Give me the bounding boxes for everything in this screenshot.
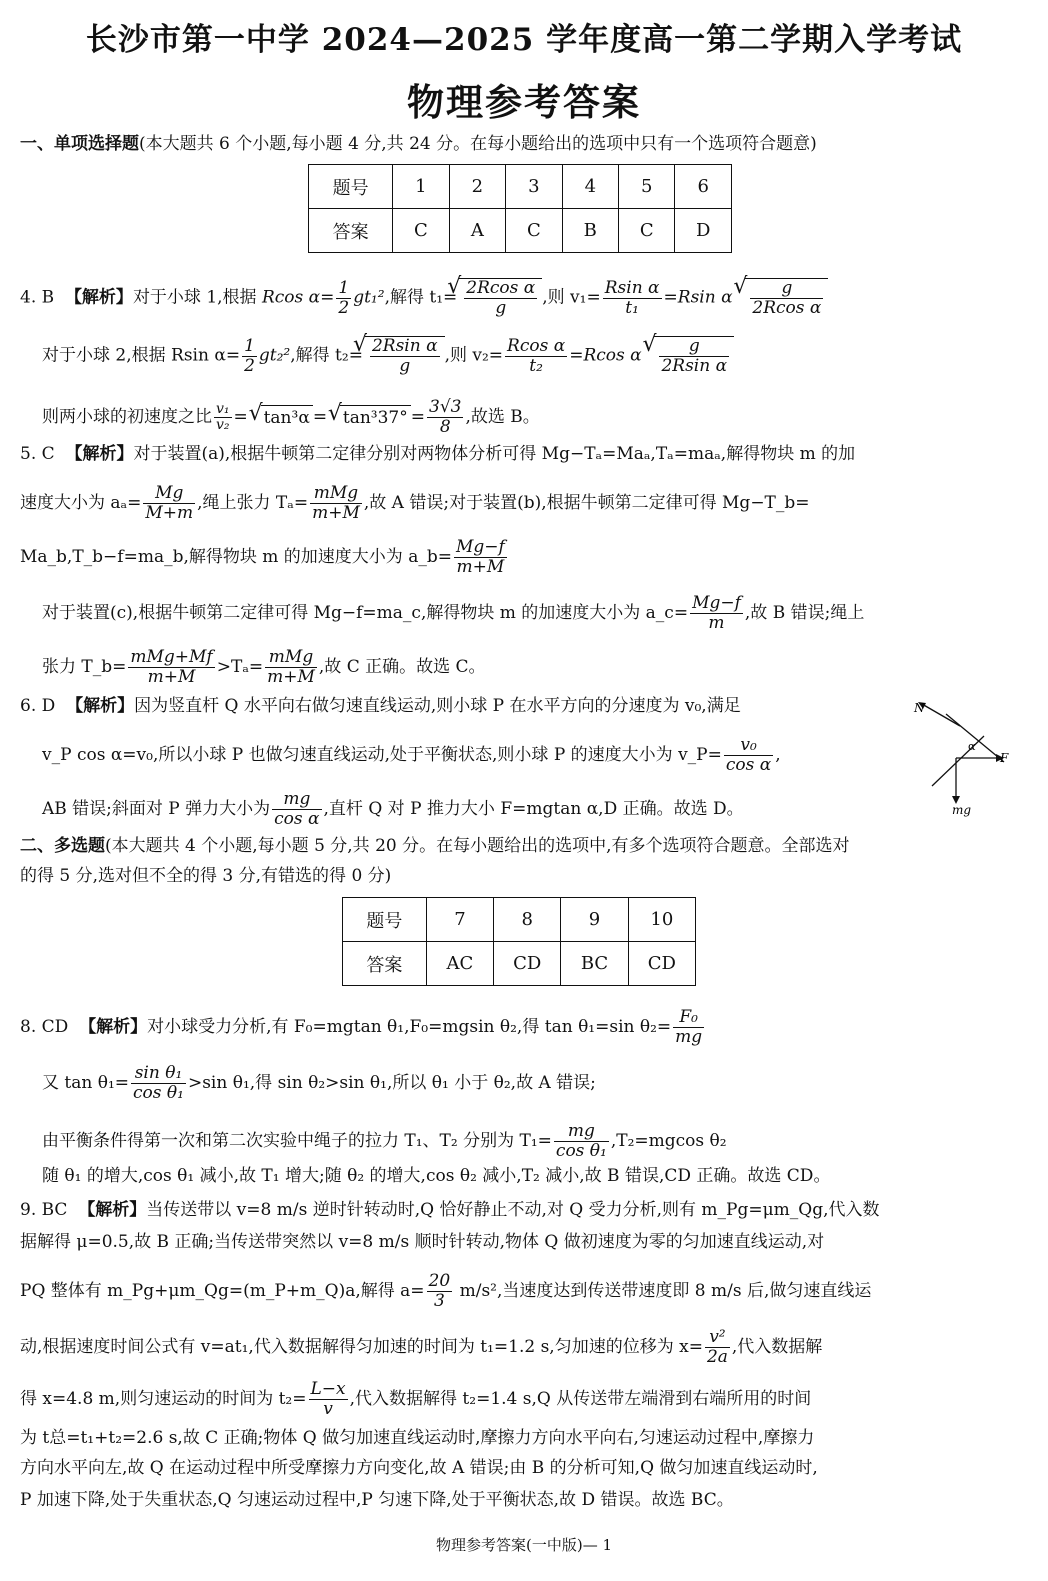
denominator: 2	[338, 297, 350, 318]
text: 对小球受力分析,有 F₀=mgtan θ₁,F₀=mgsin θ₂,得 tan θ₁=sin θ₂=	[147, 1017, 672, 1037]
numerator: Rcos α	[507, 335, 566, 356]
fraction	[724, 736, 773, 775]
numerator: √ 2Rcos α	[466, 278, 536, 298]
analysis-tag: 【解析】	[64, 287, 133, 308]
q8-line2	[42, 1064, 596, 1103]
fraction	[143, 484, 195, 523]
label-F: F	[1000, 751, 1009, 765]
square-root	[745, 278, 828, 318]
q6-line2	[42, 736, 781, 775]
text: ,则 v₂=	[444, 345, 504, 366]
table-row	[309, 165, 732, 209]
table-cell: 3	[506, 165, 562, 209]
denominator: cos α	[274, 809, 320, 829]
exam-title: 长沙市第一中学 2024—2025 学年度高一第二学期入学考试	[85, 22, 963, 58]
text: m/s²,当速度达到传送带速度即 8 m/s 后,做匀速直线运	[454, 1281, 872, 1301]
table-cell: C	[619, 209, 675, 253]
text: 当传送带以 v=8 m/s 逆时针转动时,Q 恰好静止不动,对 Q 受力分析,则有 m_Pg=μm_Qg,代入数	[146, 1200, 880, 1220]
label-N: N	[914, 701, 925, 715]
text: ,故选 B。	[465, 407, 540, 427]
fraction	[505, 337, 567, 376]
denominator: cos α	[725, 755, 772, 775]
text: ,代入数据解得 t₂=1.4 s,Q 从传送带左端滑到右端所用的时间	[349, 1389, 812, 1409]
text: 因为竖直杆 Q 水平向右做匀速直线运动,则小球 P 在水平方向的分速度为 v₀,满足	[134, 696, 741, 716]
section2-heading	[20, 834, 850, 858]
denominator: 2a	[706, 1347, 728, 1367]
square-root: √ tan³37°	[340, 405, 411, 430]
text: ,则 v₁=	[542, 287, 601, 308]
fraction	[673, 1008, 704, 1047]
text: gt₂²	[258, 345, 291, 366]
q4-line1	[20, 278, 828, 318]
q5-line1	[20, 442, 855, 466]
table-row	[309, 209, 732, 253]
section1-heading	[20, 132, 817, 156]
text: ,直杆 Q 对 P 推力大小 F=mgtan α,D 正确。故选 D。	[323, 799, 744, 819]
single-choice-answer-table	[308, 164, 732, 253]
text: 对于装置(c),根据牛顿第二定律可得 Mg−f=ma_c,解得物块 m 的加速度大小为 a_c=	[42, 603, 689, 623]
fraction	[454, 538, 507, 577]
text: 则两小球的初速度之比	[42, 407, 212, 427]
q6-line1	[20, 694, 741, 718]
fraction	[310, 484, 362, 523]
numerator: mMg	[265, 648, 317, 668]
fraction	[464, 279, 537, 318]
denominator: cos θ₁	[555, 1141, 607, 1161]
denominator: 8	[439, 417, 451, 437]
numerator: √ 2Rsin α	[371, 336, 438, 356]
text: 速度大小为 aₐ=	[20, 493, 142, 513]
fraction	[309, 1380, 348, 1419]
text: =	[233, 407, 248, 427]
denominator: m+M	[147, 667, 196, 687]
table-cell: CD	[628, 942, 695, 986]
q8-line4: 随 θ₁ 的增大,cos θ₁ 减小,故 T₁ 增大;随 θ₂ 的增大,cos θ₂ 减小,T₂ 减小,故 B 错误,CD 正确。故选 CD。	[42, 1166, 831, 1186]
fraction	[603, 279, 662, 318]
text: =Rcos α	[569, 345, 642, 366]
denominator: g	[399, 356, 411, 376]
label-alpha: α	[968, 740, 976, 753]
text: AB 错误;斜面对 P 弹力大小为	[42, 799, 271, 819]
fraction	[690, 594, 743, 633]
fraction	[265, 648, 317, 687]
text: 对于装置(a),根据牛顿第二定律分别对两物体分析可得 Mg−Tₐ=Maₐ,Tₐ=maₐ,解得物块 m 的加	[133, 444, 856, 464]
numerator: v₀	[724, 736, 773, 756]
table-cell: 10	[628, 898, 695, 942]
square-root	[654, 336, 734, 376]
text: gt₁²	[353, 287, 385, 308]
text: PQ 整体有 m_Pg+μm_Qg=(m_P+m_Q)a,解得 a=	[20, 1281, 425, 1301]
section2-heading-label: 二、多选题	[20, 836, 105, 856]
q6-line3	[42, 790, 744, 829]
text: ,绳上张力 Tₐ=	[197, 493, 309, 513]
slope-line	[946, 714, 1004, 762]
fraction	[427, 1272, 453, 1311]
analysis-tag: 【解析】	[65, 444, 134, 464]
denominator: 2Rsin α	[661, 356, 728, 376]
text: 对于小球 1,根据	[132, 287, 262, 308]
denominator: m	[708, 613, 725, 633]
denominator: mg	[675, 1027, 703, 1047]
numerator: Mg−f	[692, 593, 741, 613]
text: >Tₐ=	[216, 657, 264, 677]
section2-description-line2: 的得 5 分,选对但不全的得 3 分,有错选的得 0 分)	[20, 866, 392, 886]
numerator: mg	[272, 790, 321, 810]
question-number: 5. C	[20, 444, 55, 464]
denominator: g	[495, 298, 507, 318]
numerator: v²	[705, 1328, 730, 1348]
fraction	[370, 337, 440, 376]
text: ,代入数据解	[731, 1337, 823, 1357]
table-cell: C	[506, 209, 562, 253]
analysis-tag: 【解析】	[79, 1017, 148, 1037]
question-number: 4. B	[20, 287, 55, 308]
table-cell: BC	[561, 942, 628, 986]
table-cell: AC	[426, 942, 493, 986]
numerator: v₁	[216, 401, 230, 417]
table-cell: B	[562, 209, 618, 253]
text: ,T₂=mgcos θ₂	[610, 1131, 727, 1151]
table-cell: 7	[426, 898, 493, 942]
square-root	[365, 336, 445, 376]
q9-line8: P 加速下降,处于失重状态,Q 匀速运动过程中,P 匀速下降,处于平衡状态,故 D 错误。故选 BC。	[20, 1490, 734, 1510]
row-label-question: 题号	[343, 898, 427, 942]
question-number: 9. BC	[20, 1200, 68, 1220]
denominator: t₁	[625, 297, 639, 318]
page-footer: 物理参考答案(一中版)— 1	[435, 1536, 613, 1554]
text: ,故 A 错误;对于装置(b),根据牛顿第二定律可得 Mg−T_b=	[363, 493, 810, 513]
fraction	[705, 1328, 730, 1367]
text: 又 tan θ₁=	[42, 1073, 130, 1093]
numerator: 3√3	[429, 397, 462, 417]
table-cell: D	[675, 209, 732, 253]
q5-line2	[20, 484, 810, 523]
q5-line5	[42, 648, 486, 687]
numerator: Rsin α	[604, 277, 660, 298]
question-number: 8. CD	[20, 1017, 69, 1037]
denominator: t₂	[529, 355, 543, 376]
text: Ma_b,T_b−f=ma_b,解得物块 m 的加速度大小为 a_b=	[20, 547, 452, 567]
fraction	[131, 1064, 186, 1103]
text: 动,根据速度时间公式有 v=at₁,代入数据解得匀加速的时间为 t₁=1.2 s,匀加速的位移为 x=	[20, 1337, 703, 1357]
label-mg: mg	[952, 803, 972, 817]
numerator: sin θ₁	[131, 1064, 186, 1084]
row-label-question: 题号	[309, 165, 393, 209]
table-cell: 8	[494, 898, 561, 942]
numerator: Mg	[143, 484, 195, 504]
text: 对于小球 2,根据 Rsin α=	[42, 345, 241, 366]
numerator: mMg	[310, 484, 362, 504]
q8-line3	[42, 1122, 727, 1161]
denominator: m+M	[312, 503, 360, 523]
numerator: √ g	[750, 279, 823, 299]
denominator: M+m	[145, 503, 194, 523]
table-row	[343, 942, 696, 986]
table-cell: A	[449, 209, 505, 253]
text: ,	[775, 745, 781, 765]
q5-line3	[20, 538, 509, 577]
square-root: √ tan³α	[261, 405, 313, 430]
q9-line5	[20, 1380, 811, 1419]
question-number: 6. D	[20, 696, 56, 716]
table-cell: 6	[675, 165, 732, 209]
text: ,解得 t₂=	[290, 345, 363, 366]
denominator: m+M	[456, 557, 505, 577]
numerator: mMg+Mf	[130, 647, 213, 667]
text: ,故 B 错误;绳上	[744, 603, 865, 623]
q9-line1	[20, 1198, 880, 1222]
numerator: Mg−f	[455, 537, 505, 557]
q8-line1	[20, 1008, 706, 1047]
table-cell: 2	[449, 165, 505, 209]
table-cell: 9	[561, 898, 628, 942]
numerator: 20	[428, 1271, 451, 1291]
fraction	[659, 337, 729, 376]
incline-line	[932, 736, 984, 786]
fraction	[427, 398, 463, 437]
denominator: 2Rcos α	[752, 298, 822, 318]
text: ,解得 t₁=	[384, 287, 458, 308]
fraction	[750, 279, 823, 318]
numerator: mg	[554, 1122, 609, 1142]
normal-force-arrow	[922, 704, 960, 726]
q4-line2	[42, 336, 734, 376]
denominator: m+M	[267, 667, 315, 687]
analysis-tag: 【解析】	[66, 696, 135, 716]
text: Rcos α=	[261, 287, 335, 308]
table-cell: CD	[494, 942, 561, 986]
numerator: L−x	[310, 1379, 346, 1399]
text: 张力 T_b=	[42, 657, 127, 677]
fraction	[272, 790, 321, 829]
denominator: v	[323, 1399, 333, 1419]
numerator: F₀	[673, 1008, 704, 1028]
section1-heading-label: 一、单项选择题	[20, 134, 139, 154]
table-cell: 5	[619, 165, 675, 209]
table-cell: 4	[562, 165, 618, 209]
denominator: 3	[433, 1291, 445, 1311]
q5-line4	[42, 594, 864, 633]
analysis-tag: 【解析】	[78, 1200, 147, 1220]
table-cell: 1	[393, 165, 449, 209]
fraction	[242, 337, 257, 376]
row-label-answer: 答案	[343, 942, 427, 986]
numerator: √ g	[659, 337, 729, 357]
text: v_P cos α=v₀,所以小球 P 也做匀速直线运动,处于平衡状态,则小球 P 的速度大小为 v_P=	[42, 745, 722, 765]
answer-key-title: 物理参考答案	[407, 80, 641, 124]
q9-line3	[20, 1272, 871, 1311]
text: =Rsin α	[663, 287, 733, 308]
row-label-answer: 答案	[309, 209, 393, 253]
text: ,故 C 正确。故选 C。	[318, 657, 486, 677]
table-row	[343, 898, 696, 942]
numerator: 1	[338, 277, 350, 298]
denominator: 2	[244, 355, 255, 376]
fraction	[214, 402, 232, 433]
square-root	[459, 278, 542, 318]
q9-line6: 为 t总=t₁+t₂=2.6 s,故 C 正确;物体 Q 做匀加速直线运动时,摩擦力方向水平向右,匀速运动过程中,摩擦力	[20, 1428, 815, 1448]
multiple-choice-answer-table	[342, 897, 696, 986]
text: >sin θ₁,得 sin θ₂>sin θ₁,所以 θ₁ 小于 θ₂,故 A 错误;	[187, 1073, 596, 1093]
section2-description: (本大题共 4 个小题,每小题 5 分,共 20 分。在每小题给出的选项中,有多个选项符合题意。全部选对	[105, 836, 850, 856]
fraction	[128, 648, 214, 687]
fraction	[336, 279, 351, 318]
denominator: v₂	[216, 417, 230, 433]
q9-line7: 方向水平向左,故 Q 在运动过程中所受摩擦力方向变化,故 A 错误;由 B 的分析可知,Q 做匀加速直线运动时,	[20, 1458, 818, 1478]
numerator: 1	[244, 335, 255, 356]
denominator: cos θ₁	[133, 1083, 184, 1103]
force-diagram	[904, 700, 1014, 818]
q9-line2: 据解得 μ=0.5,故 B 正确;当传送带突然以 v=8 m/s 顺时针转动,物体 Q 做初速度为零的匀加速直线运动,对	[20, 1232, 825, 1252]
section1-description: (本大题共 6 个小题,每小题 4 分,共 24 分。在每小题给出的选项中只有一个选项符合题意)	[139, 134, 817, 154]
text: 得 x=4.8 m,则匀速运动的时间为 t₂=	[20, 1389, 307, 1409]
q9-line4	[20, 1328, 822, 1367]
fraction	[554, 1122, 609, 1161]
table-cell: C	[393, 209, 449, 253]
q4-line3: 则两小球的初速度之比 $\frac{\text{v₁}}{\text{v₂}}$ = √ tan³α = √ tan³37° = $\frac{3√3}{8}$ ,故选 B。	[42, 398, 540, 437]
text: 由平衡条件得第一次和第二次实验中绳子的拉力 T₁、T₂ 分别为 T₁=	[42, 1131, 552, 1151]
